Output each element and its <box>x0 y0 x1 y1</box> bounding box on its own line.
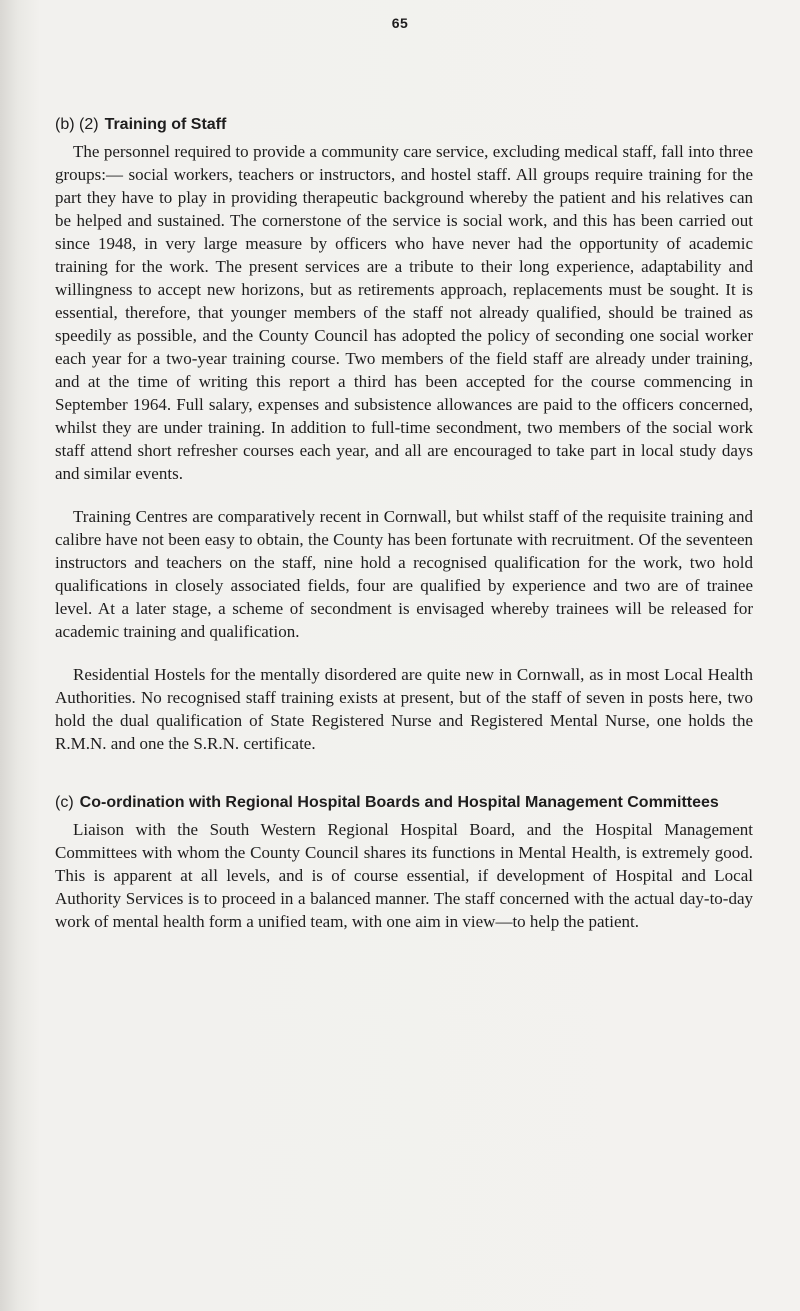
section-b-paragraph-2: Training Centres are comparatively recent in Cornwall, but whilst staff of the requisite training and calibre have not been easy to obtain, the County has been fortunate with recruitment. Of the seventeen instructors and teachers on the staff, nine hold a recognised qualification for the work, two hold qualifications in closely associated fields, four are qualified by experience and two are of trainee level. At a later stage, a scheme of secondment is envisaged whereby trainees will be released for academic training and qualification. <box>55 507 753 641</box>
section-c-label: (c) <box>55 794 74 811</box>
section-b-heading <box>55 113 753 136</box>
section-c-heading <box>55 791 753 814</box>
page-number: 65 <box>391 15 409 31</box>
section-c-paragraph-1: Liaison with the South Western Regional Hospital Board, and the Hospital Management Committees with whom the County Council shares its functions in Mental Health, is extremely good. This is apparent at all levels, and is of course essential, if development of Hospital and Local Authority Services is to proceed in a balanced manner. The staff concerned with the actual day-to-day work of mental health form a unified team, with one aim in view—to help the patient. <box>55 820 753 931</box>
section-c-title: Co-ordination with Regional Hospital Boards and Hospital Management Committees <box>79 794 719 811</box>
section-b-label: (b) (2) <box>55 116 99 133</box>
section-b-paragraph-3: Residential Hostels for the mentally disordered are quite new in Cornwall, as in most Local Health Authorities. No recognised staff training exists at present, but of the staff of seven in posts here, two hold the dual qualification of State Registered Nurse and Registered Mental Nurse, one holds the R.M.N. and one the S.R.N. certificate. <box>55 665 753 753</box>
section-b-title: Training of Staff <box>104 116 227 133</box>
page-content <box>55 113 753 933</box>
section-b-paragraph-1: The personnel required to provide a community care service, excluding medical staff, fall into three groups:— social workers, teachers or instructors, and hostel staff. All groups require training for the part they have to play in providing therapeutic background whereby the patient and his relatives can be helped and sustained. The cornerstone of the service is social work, and this has been carried out since 1948, in very large measure by officers who have never had the opportunity of academic training for the work. The present services are a tribute to their long experience, adaptability and willingness to accept new horizons, but as retirements approach, replacements must be sought. It is essential, therefore, that younger members of the staff not already qualified, should be trained as speedily as possible, and the County Council has adopted the policy of seconding one social worker each year for a two-year training course. Two members of the field staff are already under training, and at the time of writing this report a third has been accepted for the course commencing in September 1964. Full salary, expenses and subsistence allowances are paid to the officers concerned, whilst they are under training. In addition to full-time secondment, two members of the social work staff attend short refresher courses each year, and all are encouraged to take part in local study days and similar events. <box>55 142 753 483</box>
